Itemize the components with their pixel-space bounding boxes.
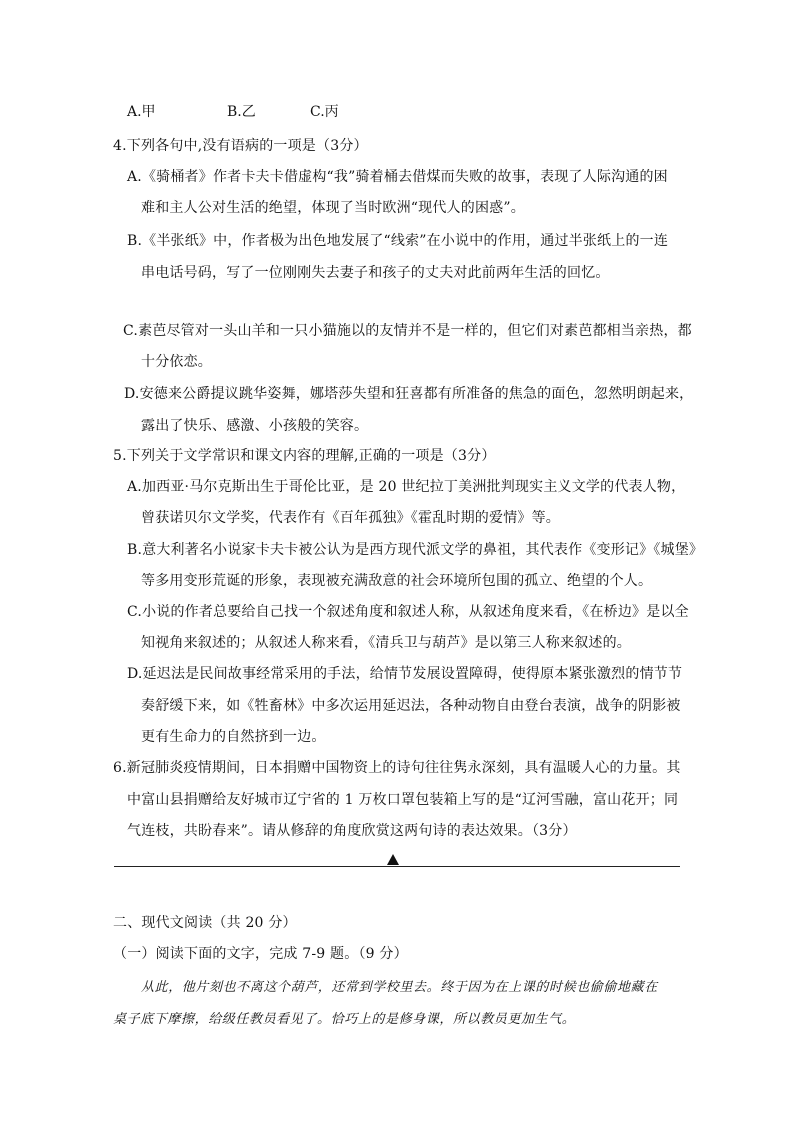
section2-title: 二、现代文阅读（共 20 分） [113, 915, 297, 931]
q3-option-c: C.丙 [310, 104, 339, 120]
q4-option-a-line2: 难和主人公对生活的绝望，体现了当时欧洲“现代人的困惑”。 [141, 200, 525, 216]
q4-option-c-line1: C.素芭尽管对一头山羊和一只小猫施以的友情并不是一样的，但它们对素芭都相当亲热，都 [123, 323, 692, 339]
section2-subtitle: （一）阅读下面的文字，完成 7-9 题。（9 分） [113, 946, 408, 962]
q3-option-b: B.乙 [227, 104, 256, 120]
q4-option-d-line2: 露出了快乐、感激、小孩般的笑容。 [141, 418, 369, 434]
q5-option-a-line1: A.加西亚·马尔克斯出生于哥伦比亚，是 20 世纪拉丁美洲批判现实主义文学的代表人物， [127, 479, 686, 495]
q5-option-d-line1: D.延迟法是民间故事经常采用的手法，给情节发展设置障碍，使得原本紧张激烈的情节节 [127, 666, 683, 682]
q4-option-a-line1: A.《骑桶者》作者卡夫卡借虚构“我”骑着桶去借煤而失败的故事，表现了人际沟通的困 [127, 169, 668, 185]
q5-option-b-line2: 等多用变形荒诞的形象，表现被充满敌意的社会环境所包围的孤立、绝望的个人。 [141, 573, 653, 589]
q6-line3: 气连枝，共盼春来”。请从修辞的角度欣赏这两句诗的表达效果。（3分） [127, 823, 577, 839]
q5-option-a-line2: 曾获诺贝尔文学奖，代表作有《百年孤独》《霍乱时期的爱情》等。 [141, 510, 560, 526]
q6-line1: 6.新冠肺炎疫情期间，日本捐赠中国物资上的诗句往往隽永深刻，具有温暖人心的力量。其 [113, 760, 681, 776]
q4-stem: 4.下列各句中,没有语病的一项是（3分） [113, 138, 368, 154]
passage-line1: 从此，他片刻也不离这个葫芦，还常到学校里去。终于因为在上课的时候也偷偷地藏在 [141, 980, 658, 995]
q4-option-d-line1: D.安德来公爵提议跳华姿舞，娜塔莎失望和狂喜都有所准备的焦急的面色，忽然明朗起来， [124, 386, 694, 402]
q5-option-b-line1: B.意大利著名小说家卡夫卡被公认为是西方现代派文学的鼻祖，其代表作《变形记》《城堡》 [127, 542, 704, 558]
q4-option-b-line1: B.《半张纸》中，作者极为出色地发展了“线索”在小说中的作用，通过半张纸上的一连 [127, 233, 669, 249]
answer-rule [114, 866, 680, 867]
q6-line2: 中富山县捐赠给友好城市辽宁省的 1 万枚口罩包装箱上写的是“辽河雪融，富山花开；同 [127, 792, 679, 808]
triangle-marker-icon [387, 854, 399, 865]
q4-option-c-line2: 十分依恋。 [141, 354, 212, 370]
q4-option-b-line2: 串电话号码，写了一位刚刚失去妻子和孩子的丈夫对此前两年生活的回忆。 [141, 265, 610, 281]
q5-option-d-line3: 更有生命力的自然挤到一边。 [141, 729, 326, 745]
q3-option-a: A.甲 [127, 104, 156, 120]
q5-stem: 5.下列关于文学常识和课文内容的理解,正确的一项是（3分） [113, 448, 496, 464]
passage-line2: 桌子底下摩擦，给级任教员看见了。恰巧上的是修身课，所以教员更加生气。 [113, 1012, 576, 1027]
q5-option-c-line2: 知视角来叙述的；从叙述人称来看，《清兵卫与葫芦》是以第三人称来叙述的。 [141, 635, 631, 651]
q5-option-d-line2: 奏舒缓下来，如《牲畜林》中多次运用延迟法，各种动物自由登台表演，战争的阴影被 [141, 698, 681, 714]
q5-option-c-line1: C.小说的作者总要给自己找一个叙述角度和叙述人称，从叙述角度来看，《在桥边》是以全 [127, 604, 689, 620]
